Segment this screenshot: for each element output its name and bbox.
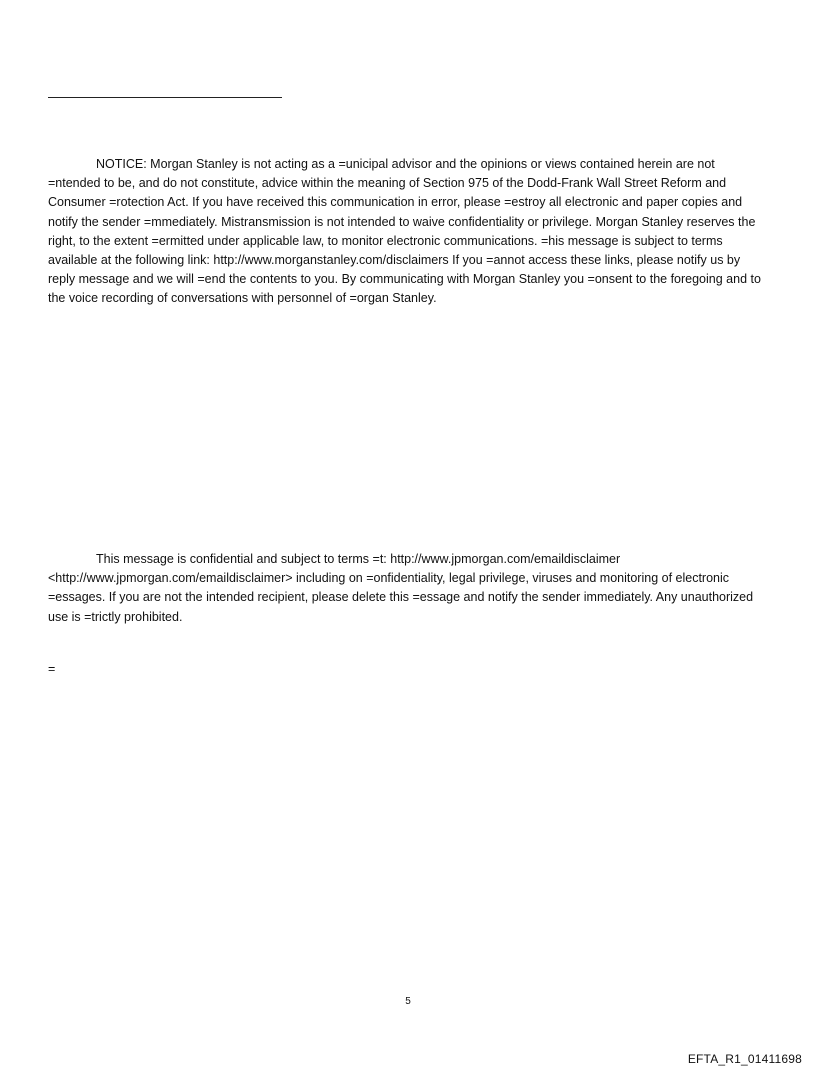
separator-rule: [48, 97, 282, 98]
page-number: 5: [405, 996, 411, 1007]
notice-paragraph: NOTICE: Morgan Stanley is not acting as a =unicipal advisor and the opinions or views contained herein are not =ntended to be, and do not constitute, advice within the meaning of Section 975 of the Dodd-Frank Wall Street Reform and Consumer =rotection Act. If you have received this communication in error, please =estroy all electronic and paper copies and notify the sender =mmediately. Mistransmission is not intended to waive confidentiality or privilege. Morgan Stanley reserves the right, to the extent =ermitted under applicable law, to monitor electronic communications. =his message is subject to terms available at the following link: http://www.morganstanley.com/disclaimers If you =annot access these links, please notify us by reply message and we will =end the contents to you. By communicating with Morgan Stanley you =onsent to the foregoing and to the voice recording of conversations with personnel of =organ Stanley.: [48, 157, 761, 306]
confidentiality-paragraph: This message is confidential and subject to terms =t: http://www.jpmorgan.com/emaildisclaimer <http://www.jpmorgan.com/emaildisclaimer> including on =onfidentiality, legal privilege, viruses and monitoring of electronic =essages. If you are not the intended recipient, please delete this =essage and notify the sender immediately. Any unauthorized use is =trictly prohibited.: [48, 552, 754, 624]
document-id: EFTA_R1_01411698: [687, 1052, 802, 1066]
trailing-equals: =: [48, 662, 56, 676]
